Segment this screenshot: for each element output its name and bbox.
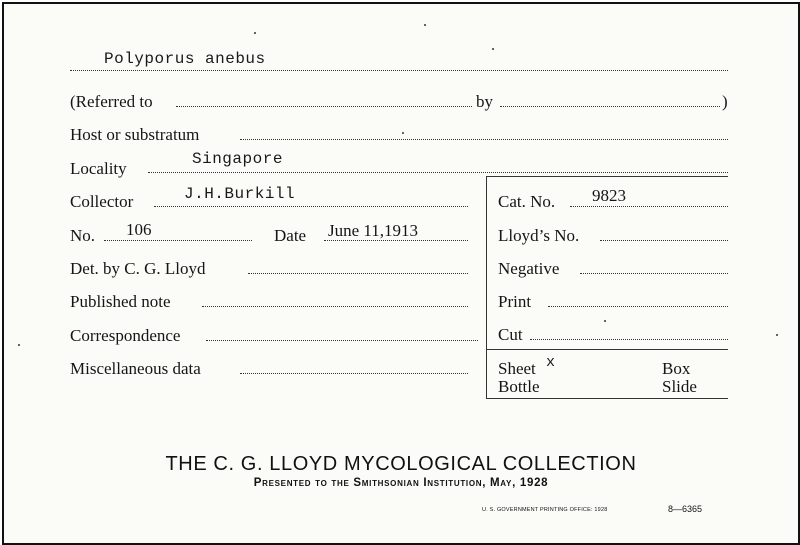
date-value: June 11,1913 (328, 221, 419, 240)
printing-office-note: U. S. GOVERNMENT PRINTING OFFICE: 1928 (482, 507, 608, 513)
date-label: Date (274, 226, 307, 245)
scan-speck (776, 334, 778, 336)
det-label: Det. by C. G. Lloyd (70, 259, 206, 278)
published-note-line (202, 306, 468, 307)
misc-data-label: Miscellaneous data (70, 359, 201, 378)
misc-data-line (240, 373, 468, 374)
correspondence-line (206, 340, 478, 341)
catalog-box-divider (486, 349, 728, 350)
box-label: Box (662, 359, 691, 378)
collector-line (154, 206, 468, 207)
species-name-value: Polyporus anebus (104, 50, 266, 68)
sheet-label: Sheet (498, 359, 536, 378)
print-label: Print (498, 292, 532, 311)
cat-no-value: 9823 (592, 186, 626, 205)
catalog-box-top-border (486, 176, 728, 177)
scan-speck (604, 320, 606, 322)
negative-line (580, 273, 728, 274)
catalog-box-bottom-border (486, 398, 728, 399)
bottle-label: Bottle (498, 377, 540, 396)
lloyds-no-line (600, 240, 728, 241)
lloyds-no-label: Lloyd’s No. (498, 226, 580, 245)
det-line (248, 273, 468, 274)
slide-label: Slide (662, 377, 697, 396)
cut-line (530, 339, 728, 340)
negative-label: Negative (498, 259, 560, 278)
locality-line (148, 172, 728, 173)
specimen-card (2, 2, 800, 545)
sheet-check-mark: x (546, 354, 556, 371)
by-label: by (476, 92, 493, 111)
host-line (240, 139, 728, 140)
collector-label: Collector (70, 192, 134, 211)
species-name-line (70, 70, 728, 71)
scan-speck (254, 32, 256, 34)
scan-speck (424, 24, 426, 26)
collection-title: THE C. G. LLOYD MYCOLOGICAL COLLECTION (165, 453, 637, 475)
locality-label: Locality (70, 159, 127, 178)
by-line (500, 106, 720, 107)
no-value: 106 (126, 220, 152, 239)
collection-subtitle: Presented to the Smithsonian Institution, May, 1928 (253, 477, 549, 489)
close-paren: ) (722, 92, 728, 111)
cut-label: Cut (498, 325, 523, 344)
cat-no-label: Cat. No. (498, 192, 556, 211)
form-number: 8—6365 (668, 504, 703, 514)
referred-to-line (176, 106, 472, 107)
no-line (104, 240, 252, 241)
referred-to-label: (Referred to (70, 92, 153, 111)
print-line (548, 306, 728, 307)
scan-speck (492, 48, 494, 50)
cat-no-line (570, 206, 728, 207)
scan-speck (18, 344, 20, 346)
correspondence-label: Correspondence (70, 326, 181, 345)
date-line (324, 240, 468, 241)
no-label: No. (70, 226, 96, 245)
published-note-label: Published note (70, 292, 171, 311)
locality-value: Singapore (192, 150, 283, 168)
host-label: Host or substratum (70, 125, 200, 144)
scan-speck (402, 132, 404, 134)
catalog-box-left-border (486, 176, 487, 398)
collector-value: J.H.Burkill (184, 185, 296, 203)
